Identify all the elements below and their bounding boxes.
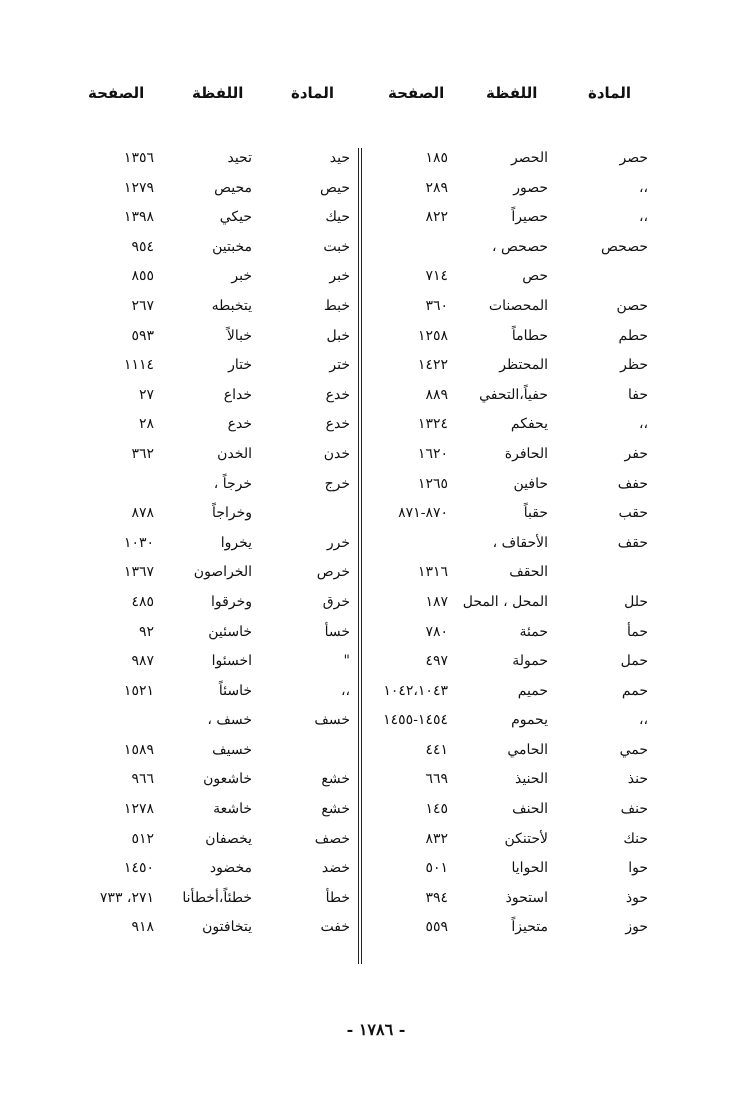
cell-safha: ٤٤١ [425,741,448,758]
index-row [368,180,648,210]
cell-lafza: وخراجاً [212,505,252,522]
index-row [90,416,350,446]
index-row [90,831,350,861]
cell-lafza: تحيد [227,150,252,166]
cell-madda: خصف [314,830,350,847]
index-row [368,801,648,831]
cell-lafza: حص [522,268,548,285]
cell-madda: حصحص [601,238,648,255]
index-row [90,387,350,417]
index-row [90,890,350,920]
cell-safha: ٣٦٢ [131,445,154,462]
cell-lafza: حافين [513,475,548,492]
cell-safha: ٢٧ [138,386,154,403]
cell-lafza: حمولة [512,653,548,670]
cell-lafza: يحفكم [510,416,548,433]
cell-lafza: الخدن [217,445,252,462]
index-row [90,505,350,535]
cell-safha: ٩٨٧ [131,653,154,670]
index-row [368,564,648,594]
index-row [368,594,648,624]
index-row [368,712,648,742]
cell-safha: ١٤٥٠ [123,860,154,877]
cell-madda: حقب [618,505,648,522]
cell-lafza: محيص [214,179,252,196]
cell-lafza: يخروا [220,534,252,551]
cell-safha: ٨٨٩ [425,386,448,403]
cell-madda: حوز [625,919,648,936]
header-left-madda: المادة [291,84,335,102]
cell-lafza: خطئاً،أخطأنا [182,889,252,906]
cell-madda: خرر [326,534,350,551]
cell-lafza: يخصفان [205,830,252,847]
cell-lafza: الخراصون [193,564,252,581]
cell-madda: حيص [319,179,350,196]
cell-lafza: استحوذ [505,889,548,906]
index-row [368,209,648,239]
cell-lafza: مخضود [209,860,252,877]
cell-safha: ١٤٥٤-١٤٥٥ [383,712,448,729]
cell-madda: حصن [616,297,648,314]
index-row [90,919,350,949]
index-row [90,476,350,506]
cell-lafza: الحوايا [511,860,548,877]
index-row [90,298,350,328]
index-row [368,416,648,446]
cell-safha: ٤٩٧ [425,653,448,670]
cell-safha: ٨٢٢ [425,209,448,226]
cell-madda: حفر [624,445,648,462]
cell-lafza: حصور [513,179,548,196]
cell-safha: ١٣٩٨ [123,209,154,226]
column-divider [358,148,362,964]
cell-lafza: يتخبطه [211,297,252,314]
index-row [368,239,648,269]
cell-safha: ١٦٢٠ [417,445,448,462]
cell-safha: ٩٢ [138,623,154,640]
header-left-safha: الصفحة [88,84,145,102]
cell-safha: ٥٠١ [425,860,448,877]
cell-safha: ٨٥٥ [131,268,154,285]
cell-safha: ٤٨٥ [131,593,154,610]
cell-safha: ١٤٥ [425,801,448,818]
index-row [90,180,350,210]
cell-madda: حمي [619,741,648,758]
cell-lafza: خاسئاً [218,682,252,699]
index-row [368,860,648,890]
cell-lafza: خدع [227,416,252,433]
index-row [368,268,648,298]
cell-madda: " [343,653,350,670]
cell-lafza: يتخافتون [202,919,252,936]
cell-safha: ١٣٦٧ [123,564,154,581]
index-row [90,268,350,298]
cell-madda: خشع [321,771,350,788]
index-row [90,683,350,713]
cell-safha: ١٢٥٨ [417,327,448,344]
cell-lafza: لأحتنكن [504,830,548,847]
cell-madda: خطأ [325,889,350,906]
cell-madda: ،، [340,682,350,699]
cell-madda: حمل [620,653,648,670]
cell-lafza: وخرقوا [211,593,252,610]
cell-safha: ٢٨٩ [425,179,448,196]
index-row [90,564,350,594]
cell-madda: حمم [621,682,648,699]
cell-madda: خبل [326,327,350,344]
index-row [368,535,648,565]
index-row [368,387,648,417]
cell-safha: ٦٦٩ [425,771,448,788]
index-row [90,150,350,180]
cell-madda: حمأ [626,623,648,640]
index-row [368,683,648,713]
cell-safha: ١٨٥ [425,150,448,166]
index-row [368,653,648,683]
cell-lafza: الأحقاف ، [492,534,548,551]
cell-lafza: خرجاً ، [213,475,252,492]
index-row [90,860,350,890]
index-row [368,446,648,476]
cell-madda: خضد [321,860,350,877]
cell-madda: حطم [618,327,648,344]
cell-madda: ،، [638,209,648,226]
cell-madda: ،، [638,416,648,433]
cell-lafza: اخسئوا [211,653,252,670]
cell-safha: ٢٨ [138,416,154,433]
cell-safha: ٥١٢ [131,830,154,847]
index-row [90,801,350,831]
cell-safha: ١٠٤٢،١٠٤٣ [383,682,448,699]
cell-lafza: خاشعون [203,771,252,788]
cell-safha: ٥٩٣ [131,327,154,344]
index-row [368,831,648,861]
cell-lafza: الحنف [512,801,548,818]
cell-madda: حوذ [625,889,648,906]
cell-lafza: حيكي [219,209,252,226]
cell-lafza: المحصنات [488,297,548,314]
cell-madda: ،، [638,712,648,729]
index-row [90,712,350,742]
cell-lafza: خبالاً [226,327,252,344]
index-row [90,594,350,624]
cell-lafza: حصيراً [511,209,548,226]
cell-lafza: خداع [223,386,252,403]
cell-madda: حقف [617,534,648,551]
cell-safha: ١٥٨٩ [123,741,154,758]
cell-lafza: الحافرة [504,445,548,462]
cell-safha: ٩٦٦ [131,771,154,788]
cell-madda: حيك [325,209,350,226]
cell-lafza: حمئة [519,623,548,640]
cell-lafza: حميم [517,682,548,699]
cell-safha: ١٣٥٦ [123,150,154,166]
index-row [368,328,648,358]
cell-madda: خبط [323,297,350,314]
cell-safha: ١١١٤ [123,357,154,374]
cell-safha: ١٢٦٥ [417,475,448,492]
index-row [90,624,350,654]
index-row [90,239,350,269]
cell-lafza: متحيزاً [511,919,548,936]
index-row [368,624,648,654]
cell-lafza: حطاماً [511,327,548,344]
cell-lafza: خاشعة [213,801,252,818]
left-index-table [90,150,350,949]
index-row [90,653,350,683]
cell-madda: خشع [321,801,350,818]
cell-lafza: خبر [231,268,252,285]
cell-madda: خرق [322,593,350,610]
index-row [368,150,648,180]
cell-lafza: حقباً [523,505,548,522]
cell-madda: خبر [329,268,350,285]
cell-safha: ١٢٧٨ [123,801,154,818]
index-row [368,505,648,535]
cell-lafza: الحنيذ [515,771,548,788]
page-number: - ١٧٨٦ - [346,1020,406,1039]
cell-lafza: مخبتين [212,238,252,255]
cell-lafza: الحامي [507,741,548,758]
cell-lafza: الحصر [510,150,548,166]
cell-safha: ١٢٧٩ [123,179,154,196]
cell-madda: خرص [316,564,350,581]
cell-safha: ٧٨٠ [425,623,448,640]
index-row [368,298,648,328]
cell-madda: حفا [627,386,648,403]
header-right-madda: المادة [588,84,632,102]
cell-madda: حنذ [627,771,648,788]
cell-safha: ٨٧٨ [131,505,154,522]
cell-madda: حوا [628,860,648,877]
cell-lafza: خسيف [212,741,252,758]
cell-madda: حنك [623,830,648,847]
cell-madda: خدع [325,416,350,433]
cell-madda: حيد [329,150,350,166]
cell-madda: خسأ [324,623,350,640]
cell-lafza: المحل ، المحل [462,593,548,610]
index-row [368,919,648,949]
cell-safha: ١٣١٦ [417,564,448,581]
cell-madda: خفت [320,919,350,936]
cell-safha: ٩٥٤ [131,238,154,255]
cell-safha: ١٠٣٠ [123,534,154,551]
cell-lafza: خاسئين [208,623,252,640]
cell-safha: ٥٥٩ [425,919,448,936]
cell-safha: ٣٦٠ [425,297,448,314]
cell-lafza: يحموم [511,712,548,729]
right-index-table [368,150,648,949]
index-row [90,357,350,387]
cell-madda: خدع [325,386,350,403]
cell-safha: ١٤٢٢ [417,357,448,374]
cell-safha: ٨٧٠-٨٧١ [398,505,448,522]
index-row [90,771,350,801]
cell-safha: ٢٧١، ٧٣٣ [99,889,154,906]
cell-lafza: خسف ، [207,712,252,729]
header-left-lafza: اللفظة [192,84,244,102]
cell-madda: حلل [624,593,648,610]
cell-safha: ٣٩٤ [425,889,448,906]
index-row [90,209,350,239]
cell-safha: ١٥٢١ [123,682,154,699]
cell-madda: حظر [620,357,648,374]
cell-madda: ختر [329,357,350,374]
cell-safha: ٩١٨ [131,919,154,936]
cell-madda: خسف [314,712,350,729]
cell-madda: خرج [324,475,350,492]
cell-lafza: حفياً،التحفي [479,386,548,403]
cell-safha: ٧١٤ [425,268,448,285]
cell-madda: خدن [323,445,350,462]
index-row [90,535,350,565]
cell-lafza: المحتظر [499,357,548,374]
cell-lafza: حصحص ، [492,238,548,255]
cell-safha: ٨٣٢ [425,830,448,847]
index-row [90,328,350,358]
index-row [90,446,350,476]
cell-madda: خبت [323,238,350,255]
cell-safha: ١٣٢٤ [417,416,448,433]
index-row [368,357,648,387]
index-row [368,890,648,920]
cell-madda: حصر [619,150,648,166]
cell-madda: ،، [638,179,648,196]
cell-lafza: الحقف [509,564,548,581]
header-right-safha: الصفحة [388,84,445,102]
index-row [90,742,350,772]
cell-safha: ٢٦٧ [131,297,154,314]
cell-madda: حفف [617,475,648,492]
index-row [368,771,648,801]
cell-lafza: ختار [228,357,252,374]
cell-madda: حنف [620,801,648,818]
cell-safha: ١٨٧ [425,593,448,610]
index-row [368,476,648,506]
header-right-lafza: اللفظة [486,84,538,102]
index-row [368,742,648,772]
